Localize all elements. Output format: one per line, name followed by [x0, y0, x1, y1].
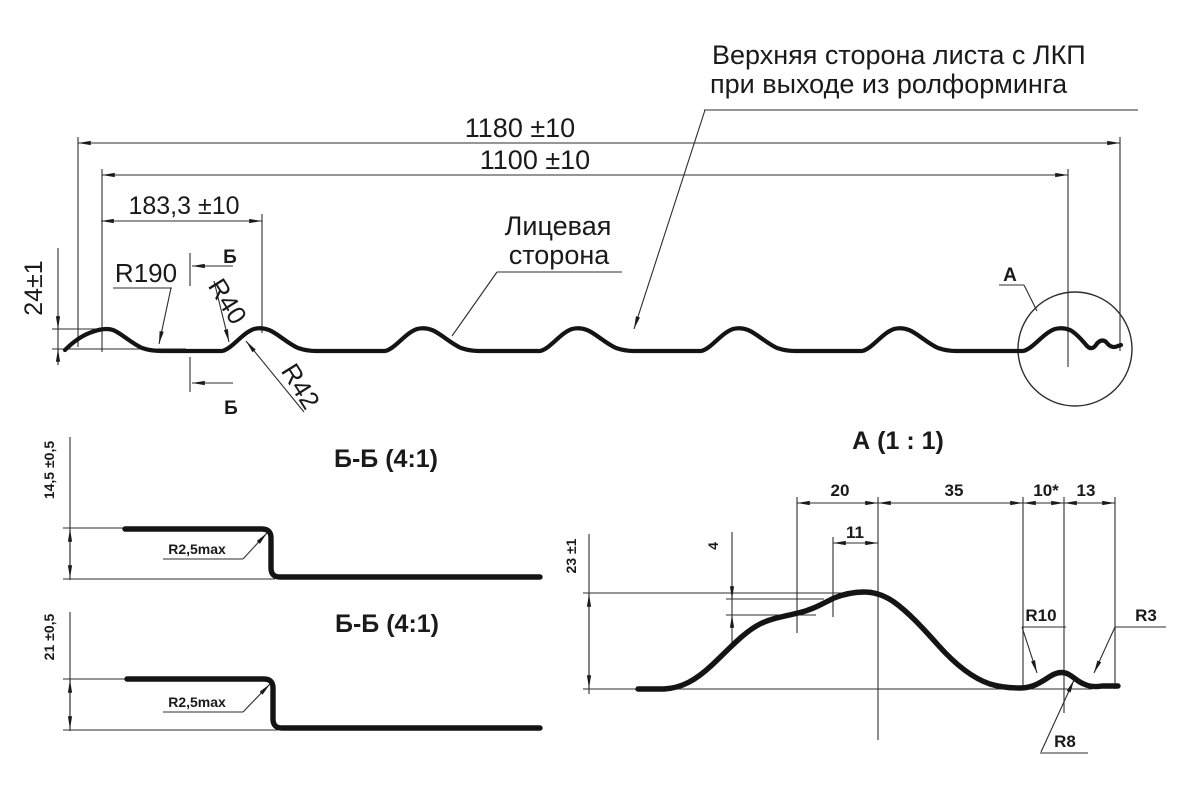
detail-view-a — [563, 427, 1166, 753]
detail-marker-label: А — [1003, 265, 1017, 286]
main-profile-view — [20, 40, 1138, 419]
r190-label: R190 — [114, 258, 178, 288]
section1-radius-label: R2,5max — [168, 541, 226, 557]
section2-title: Б-Б (4:1) — [335, 610, 439, 638]
r3-leader-arrow — [1094, 627, 1115, 673]
face-label-line1: Лицевая — [504, 211, 612, 241]
detail-title: А (1 : 1) — [852, 427, 944, 455]
section2-radius-label: R2,5max — [168, 694, 226, 710]
section-view-b1 — [41, 437, 540, 580]
section1-title: Б-Б (4:1) — [334, 445, 438, 473]
face-label-line2: сторона — [508, 240, 610, 270]
dim-13-label: 13 — [1076, 481, 1096, 500]
note-text-line1: Верхняя сторона листа с ЛКП — [712, 40, 1086, 70]
dim-20-label: 20 — [830, 481, 850, 500]
dim-10-label: 10* — [1033, 481, 1059, 500]
dim-11-label: 11 — [846, 523, 864, 542]
section-view-b2 — [41, 610, 540, 731]
r10-label: R10 — [1025, 606, 1057, 625]
r190-leader-arrow — [159, 288, 171, 344]
r42-label: R42 — [275, 358, 326, 415]
section2-height-label: 21 ±0,5 — [41, 613, 57, 661]
face-label-leader — [452, 272, 497, 336]
dim-35-label: 35 — [944, 481, 964, 500]
section1-radius-leader — [243, 533, 267, 559]
section2-radius-leader — [243, 684, 270, 712]
r3-label: R3 — [1135, 606, 1157, 625]
dim-183-label: 183,3 ±10 — [128, 192, 240, 220]
r8-label: R8 — [1054, 732, 1076, 751]
section-marker-bottom-label: Б — [224, 398, 238, 419]
dim-1100-label: 1100 ±10 — [479, 145, 591, 175]
section1-height-label: 14,5 ±0,5 — [41, 440, 57, 500]
sheet-profile-curve — [65, 328, 1121, 351]
section-marker-top-label: Б — [223, 247, 237, 268]
dim-23-label: 23 ±1 — [563, 538, 579, 574]
r40-label: R40 — [202, 273, 253, 330]
dim-1180-label: 1180 ±10 — [464, 113, 576, 143]
r10-leader-arrow — [1022, 627, 1037, 673]
note-text-line2: при выходе из ролформинга — [710, 69, 1068, 99]
dim-4-label: 4 — [705, 542, 721, 550]
detail-a-leader — [1024, 285, 1037, 311]
dim-24-label: 24±1 — [20, 260, 48, 316]
